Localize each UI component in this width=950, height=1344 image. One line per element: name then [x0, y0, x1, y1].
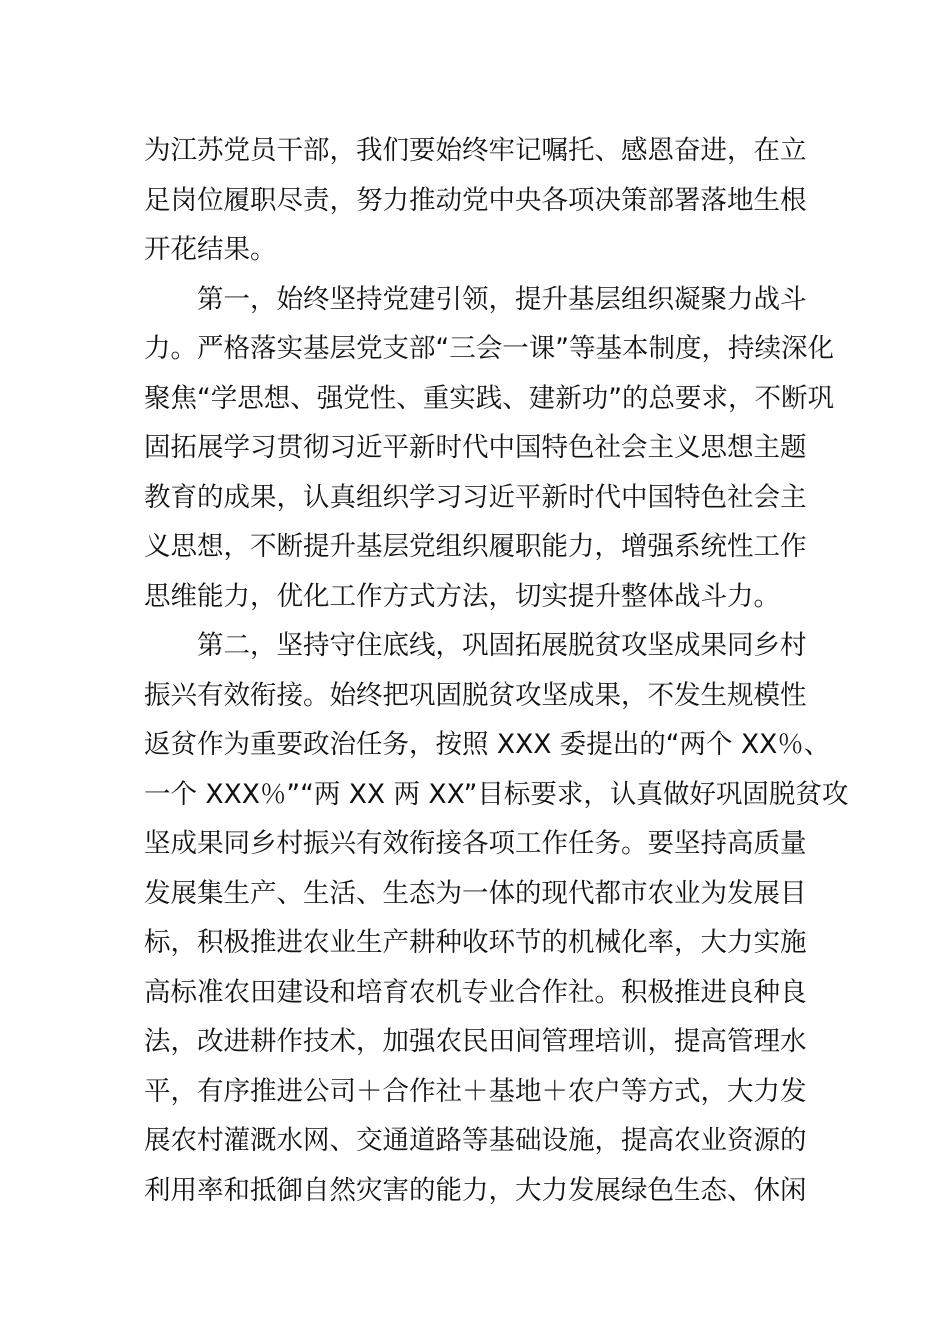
text-line: 标，积极推进农业生产耕种收环节的机械化率，大力实施	[144, 927, 807, 958]
text-line: 振兴有效衔接。始终把巩固脱贫攻坚成果，不发生规模性	[144, 679, 807, 711]
text-line: 平，有序推进公司＋合作社＋基地＋农户等方式，大力发	[144, 1075, 807, 1107]
text-line: 力。严格落实基层党支部“三会一课”等基本制度，持续深化	[144, 333, 834, 364]
text-line: 足岗位履职尽责，努力推动党中央各项决策部署落地生根	[144, 184, 807, 216]
text-line: 一个 XXX％”“两 XX 两 XX”目标要求，认真做好巩固脱贫攻	[144, 778, 849, 810]
text-line: 展农村灌溉水网、交通道路等基础设施，提高农业资源的	[144, 1125, 807, 1156]
text-line: 思维能力，优化工作方式方法，切实提升整体战斗力。	[144, 580, 780, 612]
text-line: 坚成果同乡村振兴有效衔接各项工作任务。要坚持高质量	[144, 828, 807, 859]
body-text	[144, 126, 849, 1215]
text-line: 利用率和抵御自然灾害的能力，大力发展绿色生态、休闲	[144, 1174, 807, 1206]
text-line: 固拓展学习贯彻习近平新时代中国特色社会主义思想主题	[144, 432, 807, 463]
paragraph-first-line: 第二，坚持守住底线，巩固拓展脱贫攻坚成果同乡村	[197, 630, 807, 661]
text-line: 发展集生产、生活、生态为一体的现代都市农业为发展目	[144, 877, 807, 909]
text-line: 高标准农田建设和培育农机专业合作社。积极推进良种良	[144, 976, 807, 1008]
text-line: 法，改进耕作技术，加强农民田间管理培训，提高管理水	[144, 1026, 807, 1057]
text-line: 聚焦“学思想、强党性、重实践、建新功”的总要求，不断巩	[144, 382, 834, 414]
text-line: 教育的成果，认真组织学习习近平新时代中国特色社会主	[144, 481, 807, 513]
paragraph-first-line: 第一，始终坚持党建引领，提升基层组织凝聚力战斗	[197, 283, 807, 315]
text-line: 义思想，不断提升基层党组织履职能力，增强系统性工作	[144, 531, 807, 562]
text-line: 开花结果。	[144, 234, 277, 265]
text-line: 返贫作为重要政治任务，按照 XXX 委提出的“两个 XX％、	[144, 729, 831, 760]
text-line: 为江苏党员干部，我们要始终牢记嘱托、感恩奋进，在立	[144, 135, 807, 166]
